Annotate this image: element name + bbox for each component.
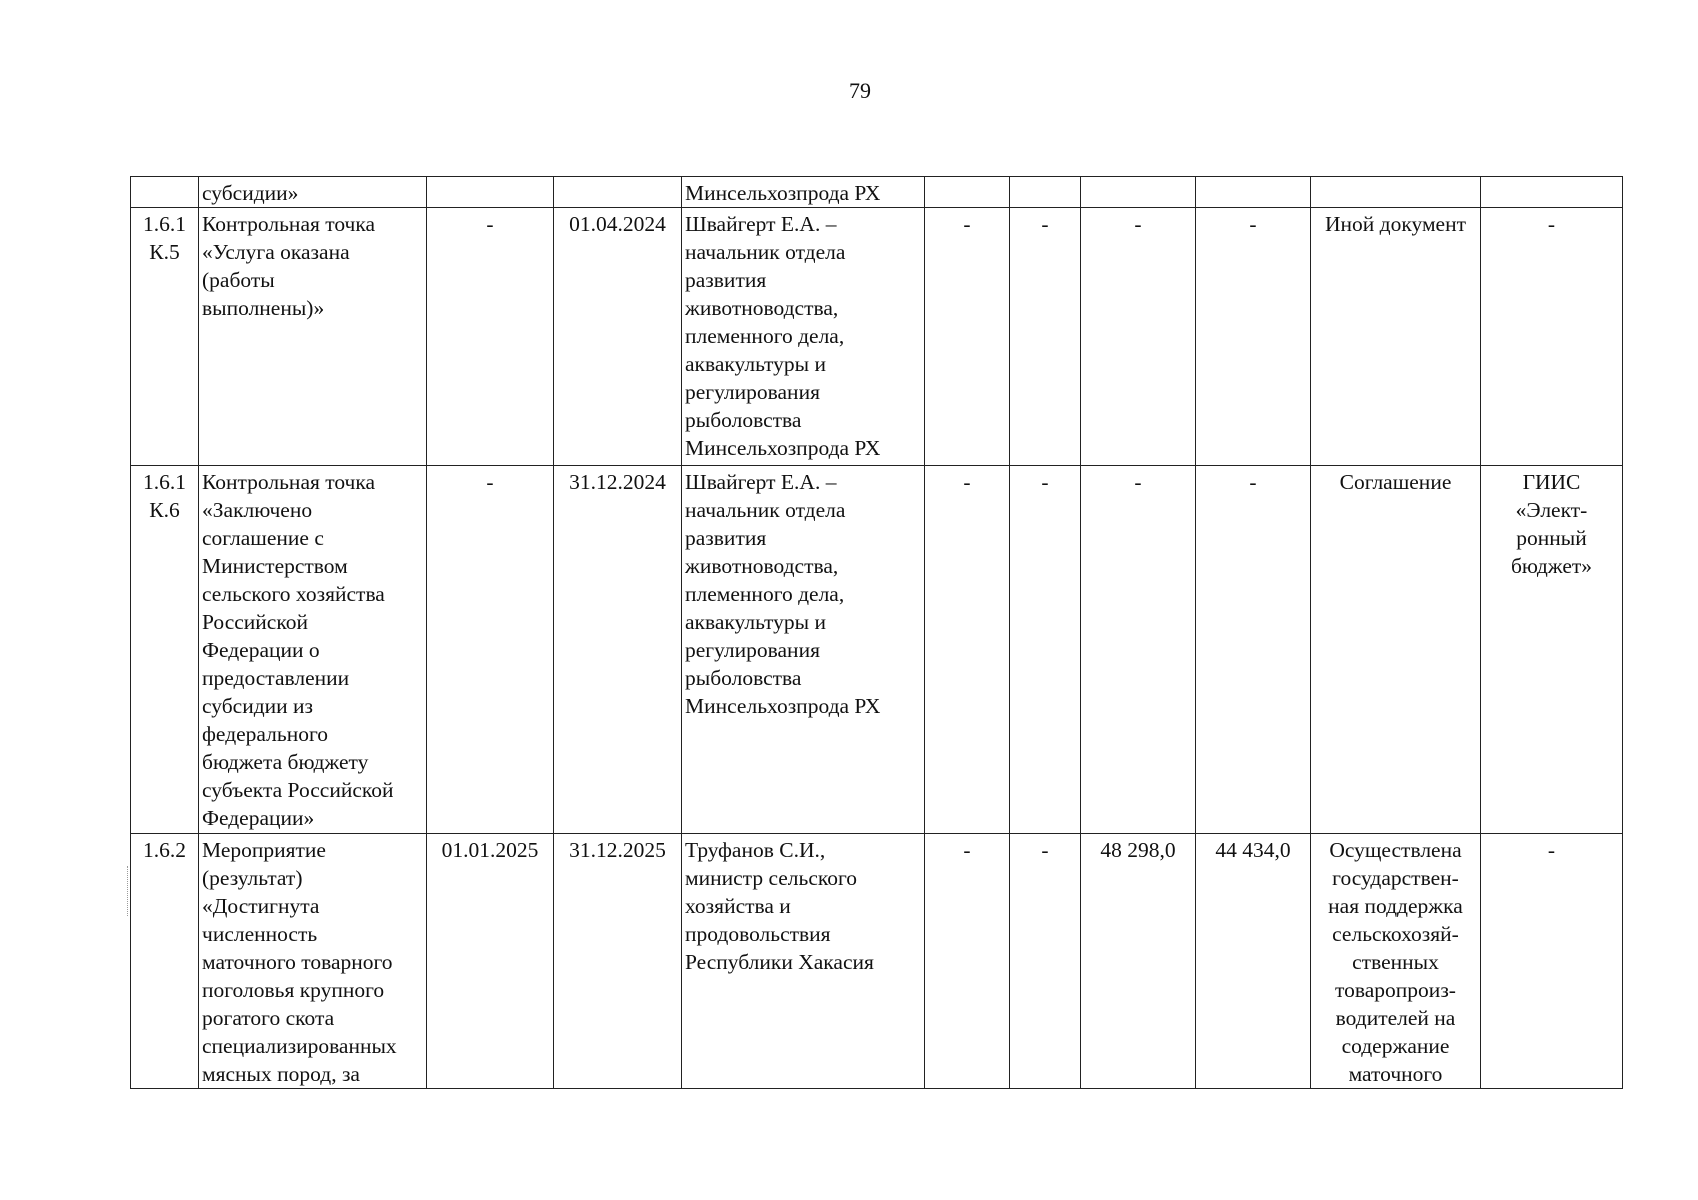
- cell-value-3: [1081, 834, 1196, 1089]
- cell-responsible-line: рыболовства: [685, 666, 802, 690]
- cell-value-1: [925, 177, 1010, 208]
- cell-value-4-text: 44 434,0: [1215, 838, 1291, 862]
- cell-responsible: [682, 177, 925, 208]
- cell-responsible-line: Минсельхозпрода РХ: [685, 181, 881, 205]
- cell-value-1-text: -: [963, 212, 971, 236]
- cell-info-system: [1481, 208, 1623, 466]
- cell-info-system-line: ГИИС: [1522, 470, 1581, 494]
- cell-start-date: [427, 466, 554, 834]
- cell-value-2-text: -: [1041, 212, 1049, 236]
- cell-responsible-line: регулирования: [685, 638, 820, 662]
- cell-value-3-text: -: [1134, 212, 1142, 236]
- cell-responsible-line: Труфанов С.И.,: [685, 838, 826, 862]
- cell-name-line: «Достигнута: [202, 894, 320, 918]
- cell-start-date-text: -: [486, 212, 494, 236]
- cell-document: [1311, 834, 1481, 1089]
- cell-name-line: численность: [202, 922, 318, 946]
- cell-value-4: [1196, 177, 1311, 208]
- cell-number-line: 1.6.1: [143, 470, 186, 494]
- cell-name-line: «Заключено: [202, 498, 313, 522]
- cell-responsible-line: животноводства,: [685, 554, 839, 578]
- cell-document: [1311, 208, 1481, 466]
- cell-document-line: государствен-: [1332, 866, 1459, 890]
- cell-responsible-line: Минсельхозпрода РХ: [685, 694, 881, 718]
- cell-value-4-text: -: [1249, 212, 1257, 236]
- cell-start-date: [427, 208, 554, 466]
- cell-name-line: сельского хозяйства: [202, 582, 385, 606]
- cell-end-date: [554, 466, 682, 834]
- cell-responsible-line: продовольствия: [685, 922, 831, 946]
- cell-responsible-line: регулирования: [685, 380, 820, 404]
- cell-name: [199, 834, 427, 1089]
- cell-value-2-text: -: [1041, 470, 1049, 494]
- cell-value-3: [1081, 177, 1196, 208]
- cell-number: [131, 466, 199, 834]
- cell-number: [131, 177, 199, 208]
- cell-start-date-text: -: [486, 470, 494, 494]
- cell-value-3-text: 48 298,0: [1100, 838, 1176, 862]
- cell-document-line: маточного: [1348, 1062, 1443, 1086]
- cell-responsible-line: министр сельского: [685, 866, 858, 890]
- cell-number-line: 1.6.1: [143, 212, 186, 236]
- cell-end-date: [554, 208, 682, 466]
- cell-document: [1311, 466, 1481, 834]
- cell-name-line: Федерации о: [202, 638, 320, 662]
- cell-number: [131, 834, 199, 1089]
- cell-name-line: соглашение с: [202, 526, 324, 550]
- cell-value-2-text: -: [1041, 838, 1049, 862]
- cell-value-1-text: -: [963, 470, 971, 494]
- cell-value-2: [1010, 177, 1081, 208]
- cell-end-date: [554, 177, 682, 208]
- cell-name-line: «Услуга оказана: [202, 240, 350, 264]
- cell-responsible-line: рыболовства: [685, 408, 802, 432]
- cell-document-line: водителей на: [1335, 1006, 1456, 1030]
- cell-start-date: [427, 834, 554, 1089]
- cell-info-system-line: «Элект-: [1515, 498, 1588, 522]
- cell-document-line: Соглашение: [1339, 470, 1452, 494]
- cell-name-line: выполнены)»: [202, 296, 325, 320]
- cell-info-system: [1481, 834, 1623, 1089]
- cell-name: [199, 177, 427, 208]
- cell-responsible-line: Минсельхозпрода РХ: [685, 436, 881, 460]
- cell-end-date: [554, 834, 682, 1089]
- cell-info-system-line: -: [1547, 838, 1556, 862]
- cell-responsible-line: хозяйства и: [685, 894, 791, 918]
- cell-responsible-line: племенного дела,: [685, 582, 845, 606]
- cell-name-line: поголовья крупного: [202, 978, 385, 1002]
- cell-responsible-line: аквакультуры и: [685, 610, 826, 634]
- cell-name-line: Контрольная точка: [202, 470, 376, 494]
- cell-value-3: [1081, 208, 1196, 466]
- cell-value-2: [1010, 208, 1081, 466]
- cell-name-line: мясных пород, за: [202, 1062, 360, 1086]
- cell-responsible-line: начальник отдела: [685, 240, 846, 264]
- cell-number: [131, 208, 199, 466]
- cell-start-date: [427, 177, 554, 208]
- cell-value-4-text: -: [1249, 470, 1257, 494]
- cell-info-system: [1481, 466, 1623, 834]
- cell-document-line: Иной документ: [1324, 212, 1466, 236]
- cell-name-line: рогатого скота: [202, 1006, 335, 1030]
- cell-document-line: сельскохозяй-: [1332, 922, 1459, 946]
- cell-number-line: 1.6.2: [143, 838, 186, 862]
- table-row: [131, 177, 1623, 208]
- cell-document: [1311, 177, 1481, 208]
- cell-document-line: ственных: [1352, 950, 1439, 974]
- cell-responsible: [682, 208, 925, 466]
- cell-value-1: [925, 466, 1010, 834]
- cell-name-line: Министерством: [202, 554, 348, 578]
- cell-name-line: Российской: [202, 610, 308, 634]
- cell-value-4: [1196, 466, 1311, 834]
- cell-info-system-line: ронный: [1516, 526, 1587, 550]
- cell-name-line: Контрольная точка: [202, 212, 376, 236]
- cell-responsible-line: развития: [685, 526, 767, 550]
- cell-info-system-line: бюджет»: [1510, 554, 1593, 578]
- cell-name-line: Федерации»: [202, 806, 315, 830]
- cell-name-line: (результат): [202, 866, 303, 890]
- cell-end-date-text: 01.04.2024: [569, 212, 666, 236]
- cell-name: [199, 208, 427, 466]
- cell-number-line: К.5: [149, 240, 180, 264]
- cell-responsible: [682, 834, 925, 1089]
- cell-responsible-line: животноводства,: [685, 296, 839, 320]
- cell-name-line: специализированных: [202, 1034, 397, 1058]
- cell-value-1-text: -: [963, 838, 971, 862]
- table-row: [131, 466, 1623, 834]
- cell-value-2: [1010, 466, 1081, 834]
- cell-document-line: содержание: [1341, 1034, 1450, 1058]
- cell-value-2: [1010, 834, 1081, 1089]
- cell-end-date-text: 31.12.2024: [569, 470, 666, 494]
- cell-document-line: товаропроиз-: [1335, 978, 1456, 1002]
- cell-name-line: (работы: [202, 268, 275, 292]
- page-number: 79: [849, 78, 871, 103]
- cell-name-line: федерального: [202, 722, 328, 746]
- cell-value-1: [925, 834, 1010, 1089]
- cell-name-line: маточного товарного: [202, 950, 393, 974]
- cell-name-line: предоставлении: [202, 666, 350, 690]
- cell-value-4: [1196, 208, 1311, 466]
- cell-responsible-line: Швайгерт Е.А. –: [685, 470, 837, 494]
- cell-value-4: [1196, 834, 1311, 1089]
- cell-end-date-text: 31.12.2025: [569, 838, 666, 862]
- cell-info-system-line: -: [1547, 212, 1556, 236]
- cell-start-date-text: 01.01.2025: [441, 838, 539, 862]
- cell-number-line: К.6: [149, 498, 180, 522]
- table-row: [131, 208, 1623, 466]
- cell-responsible-line: племенного дела,: [685, 324, 845, 348]
- plan-table-body: [131, 177, 1623, 1089]
- cell-name: [199, 466, 427, 834]
- cell-document-line: ная поддержка: [1328, 894, 1463, 918]
- cell-value-3: [1081, 466, 1196, 834]
- cell-name-line: бюджета бюджету: [202, 750, 369, 774]
- cell-responsible: [682, 466, 925, 834]
- cell-name-line: субсидии из: [202, 694, 314, 718]
- table-row: [131, 834, 1623, 1089]
- cell-name-line: субсидии»: [202, 181, 299, 205]
- cell-name-line: Мероприятие: [202, 838, 326, 862]
- cell-responsible-line: развития: [685, 268, 767, 292]
- cell-responsible-line: начальник отдела: [685, 498, 846, 522]
- cell-document-line: Осуществлена: [1329, 838, 1462, 862]
- cell-value-3-text: -: [1134, 470, 1142, 494]
- cell-responsible-line: аквакультуры и: [685, 352, 826, 376]
- cell-responsible-line: Швайгерт Е.А. –: [685, 212, 837, 236]
- cell-name-line: субъекта Российской: [202, 778, 394, 802]
- cell-value-1: [925, 208, 1010, 466]
- cell-info-system: [1481, 177, 1623, 208]
- plan-table: [130, 176, 1623, 1089]
- cell-responsible-line: Республики Хакасия: [685, 950, 874, 974]
